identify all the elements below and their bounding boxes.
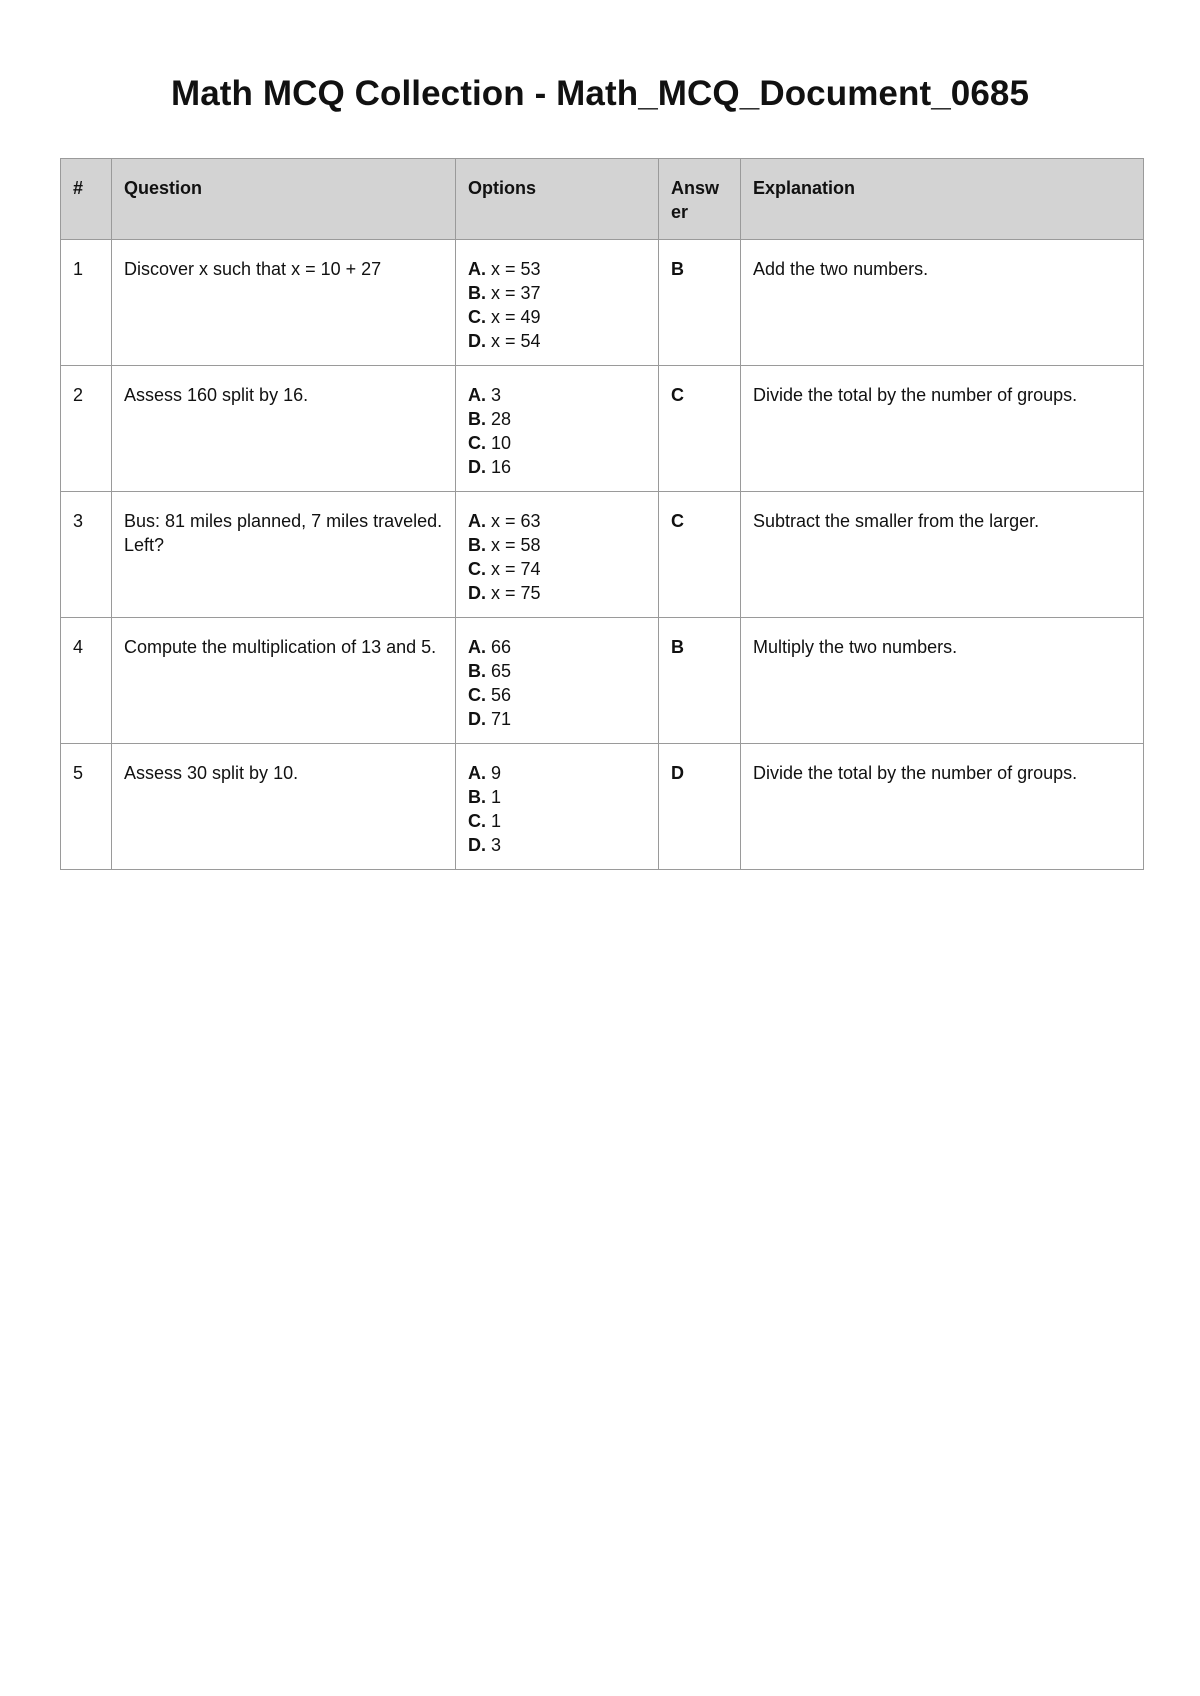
option-letter: C. bbox=[468, 685, 486, 705]
option-text: 9 bbox=[491, 763, 502, 783]
header-answer: Answ er bbox=[659, 159, 741, 240]
option-text: 28 bbox=[491, 409, 512, 429]
question-number: 4 bbox=[61, 618, 112, 744]
option-text: x = 58 bbox=[491, 535, 541, 555]
option-a bbox=[468, 509, 646, 533]
option-b bbox=[468, 281, 646, 305]
table-row bbox=[61, 366, 1144, 492]
question-number: 2 bbox=[61, 366, 112, 492]
option-text: x = 63 bbox=[491, 511, 541, 531]
option-letter: A. bbox=[468, 259, 486, 279]
option-text: x = 75 bbox=[491, 583, 541, 603]
option-letter: D. bbox=[468, 583, 486, 603]
option-d bbox=[468, 581, 646, 605]
option-c bbox=[468, 305, 646, 329]
option-letter: B. bbox=[468, 535, 486, 555]
option-a bbox=[468, 257, 646, 281]
option-text: x = 74 bbox=[491, 559, 541, 579]
answer-cell: D bbox=[659, 744, 741, 870]
option-letter: C. bbox=[468, 433, 486, 453]
option-text: 3 bbox=[491, 385, 502, 405]
option-c bbox=[468, 431, 646, 455]
option-text: x = 53 bbox=[491, 259, 541, 279]
header-question: Question bbox=[112, 159, 456, 240]
option-text: 71 bbox=[491, 709, 512, 729]
option-text: 65 bbox=[491, 661, 512, 681]
options-cell bbox=[456, 366, 659, 492]
option-c bbox=[468, 683, 646, 707]
option-letter: A. bbox=[468, 511, 486, 531]
option-text: x = 37 bbox=[491, 283, 541, 303]
explanation-cell: Divide the total by the number of groups. bbox=[741, 744, 1144, 870]
option-d bbox=[468, 329, 646, 353]
option-letter: A. bbox=[468, 637, 486, 657]
table-row bbox=[61, 492, 1144, 618]
page-title: Math MCQ Collection - Math_MCQ_Document_0685 bbox=[170, 74, 1030, 113]
option-text: x = 49 bbox=[491, 307, 541, 327]
option-b bbox=[468, 785, 646, 809]
option-b bbox=[468, 533, 646, 557]
explanation-cell: Divide the total by the number of groups. bbox=[741, 366, 1144, 492]
question-text: Compute the multiplication of 13 and 5. bbox=[112, 618, 456, 744]
question-text: Bus: 81 miles planned, 7 miles traveled. Left? bbox=[112, 492, 456, 618]
option-b bbox=[468, 659, 646, 683]
option-text: 3 bbox=[491, 835, 502, 855]
option-letter: C. bbox=[468, 811, 486, 831]
option-a bbox=[468, 635, 646, 659]
option-text: 56 bbox=[491, 685, 512, 705]
option-letter: B. bbox=[468, 787, 486, 807]
answer-cell: B bbox=[659, 618, 741, 744]
options-cell bbox=[456, 240, 659, 366]
table-row bbox=[61, 744, 1144, 870]
option-text: 16 bbox=[491, 457, 512, 477]
table-row bbox=[61, 240, 1144, 366]
option-a bbox=[468, 383, 646, 407]
option-text: x = 54 bbox=[491, 331, 541, 351]
answer-cell: B bbox=[659, 240, 741, 366]
table-header-row bbox=[61, 159, 1144, 240]
question-number: 3 bbox=[61, 492, 112, 618]
header-explanation: Explanation bbox=[741, 159, 1144, 240]
option-letter: D. bbox=[468, 709, 486, 729]
option-d bbox=[468, 707, 646, 731]
header-number: # bbox=[61, 159, 112, 240]
question-number: 1 bbox=[61, 240, 112, 366]
mcq-table bbox=[60, 158, 1144, 870]
option-letter: B. bbox=[468, 409, 486, 429]
option-c bbox=[468, 557, 646, 581]
option-letter: A. bbox=[468, 763, 486, 783]
option-text: 1 bbox=[491, 787, 502, 807]
option-letter: B. bbox=[468, 283, 486, 303]
option-b bbox=[468, 407, 646, 431]
options-cell bbox=[456, 744, 659, 870]
table-row bbox=[61, 618, 1144, 744]
option-letter: D. bbox=[468, 457, 486, 477]
option-a bbox=[468, 761, 646, 785]
option-d bbox=[468, 833, 646, 857]
question-text: Assess 30 split by 10. bbox=[112, 744, 456, 870]
option-letter: D. bbox=[468, 835, 486, 855]
answer-cell: C bbox=[659, 492, 741, 618]
options-cell bbox=[456, 618, 659, 744]
option-letter: A. bbox=[468, 385, 486, 405]
question-text: Assess 160 split by 16. bbox=[112, 366, 456, 492]
answer-cell: C bbox=[659, 366, 741, 492]
options-cell bbox=[456, 492, 659, 618]
option-text: 10 bbox=[491, 433, 512, 453]
option-text: 1 bbox=[491, 811, 502, 831]
option-letter: C. bbox=[468, 559, 486, 579]
explanation-cell: Add the two numbers. bbox=[741, 240, 1144, 366]
question-text: Discover x such that x = 10 + 27 bbox=[112, 240, 456, 366]
header-options: Options bbox=[456, 159, 659, 240]
option-letter: C. bbox=[468, 307, 486, 327]
option-letter: B. bbox=[468, 661, 486, 681]
explanation-cell: Subtract the smaller from the larger. bbox=[741, 492, 1144, 618]
question-number: 5 bbox=[61, 744, 112, 870]
option-d bbox=[468, 455, 646, 479]
option-text: 66 bbox=[491, 637, 512, 657]
explanation-cell: Multiply the two numbers. bbox=[741, 618, 1144, 744]
option-c bbox=[468, 809, 646, 833]
option-letter: D. bbox=[468, 331, 486, 351]
